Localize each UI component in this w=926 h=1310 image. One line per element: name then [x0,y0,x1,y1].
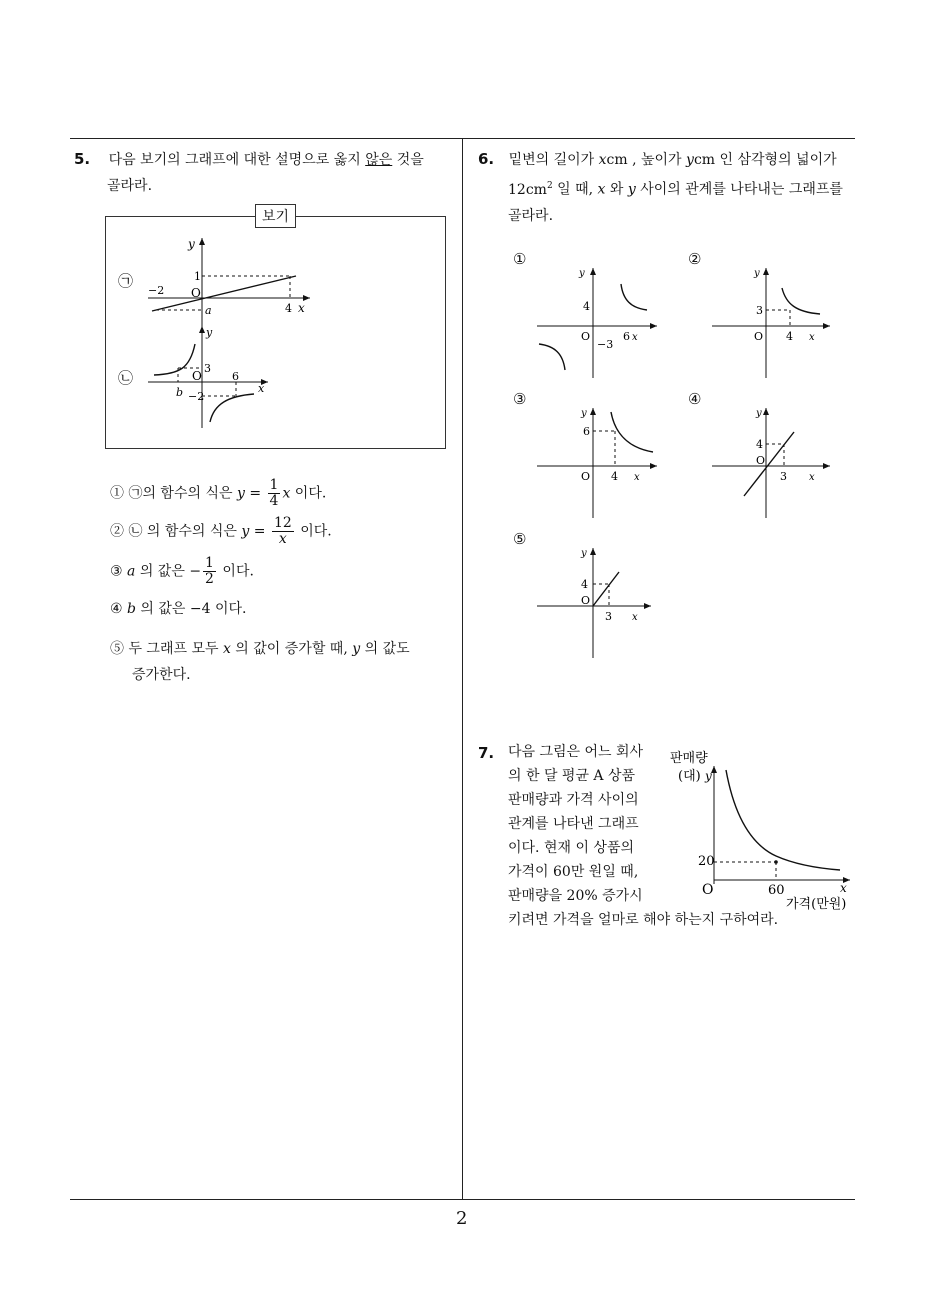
option-number: ⑤ [110,641,124,657]
g4-y-label: y [756,408,762,419]
q5-option-4 [110,598,247,618]
q5-line1-pre: 다음 보기의 그래프에 대한 설명으로 옳지 [108,152,366,168]
g4-origin: O [756,454,766,467]
q5-option-1 [110,478,326,509]
frac-den: 2 [205,571,214,587]
g3-origin: O [581,470,591,483]
q6-graph-1 [535,264,665,380]
q5a-point-label: a [205,304,212,317]
q7-line: 판매량을 20% 증가시 [508,888,643,904]
q5a-y-label: y [188,237,195,251]
option-text: 의 값은 −4 이다. [135,601,247,617]
q6-text: 일 때, [552,181,598,198]
minus-sign: − [189,563,202,580]
g5-y-label: y [581,548,587,559]
var-y: y [627,181,636,198]
q7-line: 의 한 달 평균 A 상품 [508,768,636,784]
var-x: x [282,485,291,502]
q5-line1-post: 것을 [392,152,424,168]
q7-origin: O [702,882,714,898]
q6-choice-1-number: ① [513,250,527,268]
g5-origin: O [581,594,591,607]
option-number: ② [110,523,124,540]
page-number: 2 [456,1208,468,1229]
g2-origin: O [754,330,764,343]
q5b-point-label: b [176,386,184,399]
q5-option-3 [110,556,254,587]
option-text: 의 값도 [360,641,410,657]
frac-den: x [278,531,287,547]
q7-line: 판매량과 가격 사이의 [508,792,639,808]
var-b: b [127,601,136,617]
q5b-tick-x-pos: 6 [232,370,239,383]
var-y: y [352,641,361,657]
q7-x-var: x [840,881,847,895]
option-text: 의 값이 증가할 때, [230,641,353,657]
frac-num: 12 [273,515,292,531]
q5b-x-label: x [258,382,265,395]
q6-stem [478,146,843,229]
g4-x-label: x [809,472,815,483]
q5-option-2 [110,516,332,547]
equals: = [244,485,266,502]
q5a-tick-y: 1 [194,270,201,283]
g5-x-label: x [632,612,638,623]
option-number: ① [110,485,124,502]
g2-y-label: y [754,268,760,279]
q7-number: 7. [478,744,495,762]
q7-tick-x: 60 [768,883,785,898]
q7-x-title: 가격(만원) [786,897,847,912]
g1-tick-x: 6 [623,330,630,343]
g4-tick-x: 3 [780,470,787,483]
q6-text: cm 인 삼각형의 넓이가 [693,152,837,168]
q5a-x-label: x [298,301,305,315]
q6-graph-3 [535,404,665,520]
q5a-marker: ㉠ [118,272,134,290]
column-divider [462,138,463,1200]
q6-text: 밑변의 길이가 [508,152,599,168]
g2-tick-x: 4 [786,330,793,343]
g3-x-label: x [634,472,640,483]
g5-tick-y: 4 [581,578,588,591]
q6-choice-3-number: ③ [513,390,527,408]
q6-sup: 2 [546,181,553,191]
option-text: ㉡ 의 함수의 식은 [128,523,242,540]
frac-num: 1 [269,477,279,493]
q7-y-title: 판매량 [670,751,708,766]
q6-number: 6. [478,150,495,168]
q5b-origin: O [192,369,202,383]
g1-y-label: y [579,268,585,279]
g5-tick-x: 3 [605,610,612,623]
option-text: 두 그래프 모두 [128,641,223,657]
q7-graph [670,744,860,916]
q7-line: 가격이 60만 원일 때, [508,864,639,880]
q5-line2: 골라라. [107,178,153,194]
q6-text: 사이의 관계를 나타내는 그래프를 [635,181,843,198]
q5b-tick-y-pos: 3 [204,362,211,375]
q6-choice-4-number: ④ [688,390,702,408]
g4-tick-y: 4 [756,438,763,451]
q7-y-unit: (대) [678,769,701,784]
q7-line: 이다. 현재 이 상품의 [508,840,634,856]
q5-bogi-label: 보기 [255,204,296,228]
g1-origin: O [581,330,591,343]
q5b-y-label: y [206,326,213,339]
g3-tick-x: 4 [611,470,618,483]
var-x: x [597,181,606,198]
q5-underline: 않은 [365,152,393,168]
q6-text: 와 [605,181,628,198]
q6-text: 12cm [508,181,547,198]
option-number: ③ [110,563,123,580]
q5-graph-a [110,232,320,332]
fraction [272,516,294,547]
g1-tick-neg: −3 [597,338,614,351]
g2-tick-y: 3 [756,304,763,317]
q5a-tick-x-neg: −2 [148,284,165,297]
option-text: 증가한다. [132,667,191,683]
fraction [268,478,281,509]
option-text: ㉠의 함수의 식은 [128,485,237,502]
g1-tick-y: 4 [583,300,590,313]
option-number: ④ [110,601,123,617]
q5-graph-b [140,322,280,432]
q7-y-var: y [705,769,712,783]
frac-den: 4 [269,493,279,509]
q6-text: cm , 높이가 [606,152,687,168]
frac-num: 1 [205,555,214,571]
var-a: a [127,563,136,580]
q6-text: 골라라. [508,207,554,224]
option-tail: 이다. [217,563,254,580]
option-tail: 이다. [290,485,327,502]
q5a-tick-x-pos: 4 [285,302,292,315]
q5a-origin: O [191,286,201,300]
q7-line: 다음 그림은 어느 회사 [508,744,644,760]
q6-choice-5-number: ⑤ [513,530,527,548]
option-text: 의 값은 [135,563,190,580]
var-x: x [222,641,231,657]
q7-line: 키려면 가격을 얼마로 해야 하는지 구하여라. [508,912,779,928]
q6-graph-5 [535,544,665,660]
g3-tick-y: 6 [583,425,590,438]
q7-line: 관계를 나타낸 그래프 [508,816,639,832]
var-y: y [241,523,250,540]
g1-x-label: x [632,332,638,343]
q5-stem [74,146,424,199]
g2-x-label: x [809,332,815,343]
q6-graph-2 [710,264,840,380]
var-y: y [686,152,694,168]
q5b-marker: ㉡ [118,369,134,387]
g3-y-label: y [581,408,587,419]
q7-tick-y: 20 [698,854,715,869]
q5-option-5 [110,636,410,688]
bottom-rule [70,1199,855,1200]
q5-number: 5. [74,150,91,168]
q6-graph-4 [710,404,840,520]
fraction [203,556,216,587]
var-x: x [598,152,607,168]
q5b-tick-y-neg: −2 [188,390,205,403]
equals: = [249,523,270,540]
q6-choice-2-number: ② [688,250,702,268]
option-tail: 이다. [295,523,332,540]
var-y: y [236,485,245,502]
